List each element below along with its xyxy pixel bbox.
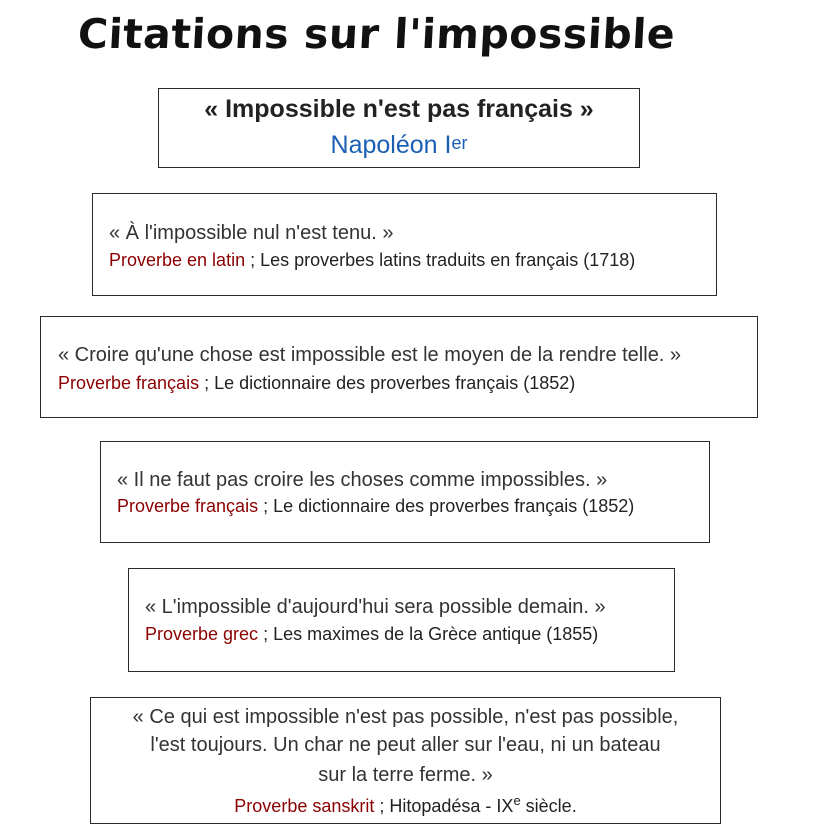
source-ref-3: ; Le dictionnaire des proverbes français (1852) bbox=[258, 496, 635, 516]
quote-source-4 bbox=[145, 624, 598, 645]
source-end-5: siècle. bbox=[520, 796, 577, 816]
featured-quote-author[interactable] bbox=[159, 131, 639, 160]
source-ref-2: ; Le dictionnaire des proverbes français (1852) bbox=[199, 373, 576, 393]
proverb-kind-1: Proverbe en latin bbox=[109, 250, 246, 270]
quote-text-3: « Il ne faut pas croire les choses comme impossibles. » bbox=[117, 469, 608, 491]
quote-box-5 bbox=[90, 697, 721, 824]
author-name[interactable]: Napoléon I bbox=[330, 131, 452, 159]
quote-box-2 bbox=[40, 316, 758, 418]
quote-box-1 bbox=[92, 193, 717, 296]
quote-source-1 bbox=[109, 250, 635, 271]
source-sup-5: e bbox=[513, 793, 521, 808]
quote-text-2: « Croire qu'une chose est impossible est le moyen de la rendre telle. » bbox=[58, 344, 682, 366]
proverb-kind-4: Proverbe grec bbox=[145, 624, 259, 644]
proverb-kind-3: Proverbe français bbox=[117, 496, 259, 516]
page-title: Citations sur l'impossible bbox=[76, 10, 677, 58]
quote-text-1: « À l'impossible nul n'est tenu. » bbox=[109, 222, 394, 244]
featured-quote-text: « Impossible n'est pas français » bbox=[204, 95, 594, 123]
author-suffix: er bbox=[451, 133, 468, 153]
quote-text-5-line-2: l'est toujours. Un char ne peut aller sur l'eau, ni un bateau bbox=[150, 734, 661, 756]
quote-box-3 bbox=[100, 441, 710, 543]
source-ref-5: ; Hitopadésa - IX bbox=[374, 796, 514, 816]
quote-text-5-line-3: sur la terre ferme. » bbox=[318, 764, 493, 786]
proverb-kind-5: Proverbe sanskrit bbox=[234, 796, 375, 816]
quote-box-4 bbox=[128, 568, 675, 672]
quote-source-3 bbox=[117, 496, 634, 517]
quote-text-5-line-1: « Ce qui est impossible n'est pas possible, n'est pas possible, bbox=[132, 706, 679, 728]
proverb-kind-2: Proverbe français bbox=[58, 373, 200, 393]
featured-quote-box bbox=[158, 88, 640, 168]
quote-source-2 bbox=[58, 373, 575, 394]
source-ref-4: ; Les maximes de la Grèce antique (1855) bbox=[258, 624, 599, 644]
source-ref-1: ; Les proverbes latins traduits en français (1718) bbox=[245, 250, 636, 270]
quote-source-5 bbox=[91, 793, 720, 817]
quote-text-4: « L'impossible d'aujourd'hui sera possible demain. » bbox=[145, 596, 606, 618]
